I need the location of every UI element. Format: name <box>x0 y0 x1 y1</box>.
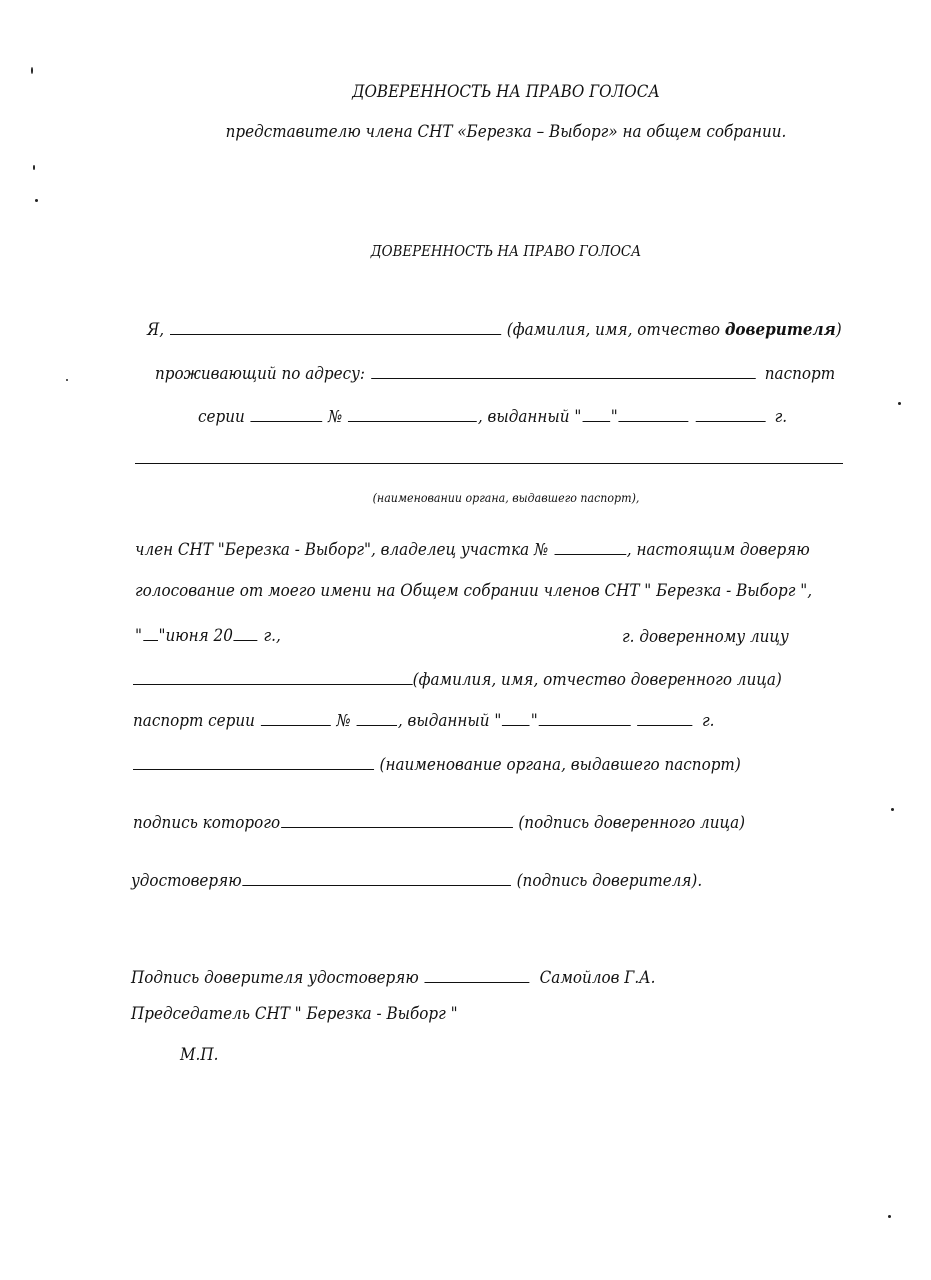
issuer-hint: (наименовании органа, выдавшего паспорт), <box>372 491 640 505</box>
passport-issued-label: , выданный " <box>477 407 582 426</box>
passport-label: паспорт <box>764 364 836 383</box>
passport-number-label: № <box>328 407 343 426</box>
seal-text: М.П. <box>180 1045 219 1064</box>
proxy-signature-line <box>133 811 745 833</box>
proxy-passport-year-label: г. <box>702 711 715 730</box>
scan-speck <box>891 808 894 811</box>
passport-year-label: г. <box>774 407 788 426</box>
proxy-passport-series-label: паспорт серии <box>133 711 255 730</box>
member-text-end: , настоящим доверяю <box>626 540 810 559</box>
proxy-signature-label: подпись которого <box>133 813 281 832</box>
proxy-passport-quote: " <box>530 711 538 730</box>
principal-prefix: Я, <box>147 320 165 339</box>
member-line <box>135 538 810 560</box>
proxy-name-hint: (фамилия, имя, отчество доверенного лица) <box>412 670 782 689</box>
principal-hint-bold: доверителя <box>724 320 836 339</box>
passport-day-field[interactable] <box>582 405 610 422</box>
proxy-issuer-field[interactable] <box>133 753 374 770</box>
passport-quote: " <box>610 407 618 426</box>
proxy-passport-number-label: № <box>336 711 351 730</box>
scan-speck <box>31 67 33 74</box>
date-month: "июня 20 <box>158 626 233 645</box>
address-line <box>155 362 835 384</box>
proxy-signature-field[interactable] <box>281 811 513 828</box>
proxy-passport-series-field[interactable] <box>261 709 331 726</box>
proxy-issuer-hint: (наименование органа, выдавшего паспорт) <box>379 755 741 774</box>
principal-signature-line <box>131 869 702 891</box>
principal-signature-hint: (подпись доверителя). <box>516 871 703 890</box>
principal-name-field[interactable] <box>170 318 501 335</box>
passport-number-field[interactable] <box>348 405 477 422</box>
date-year-field[interactable] <box>234 624 258 641</box>
header-subtitle: представителю члена СНТ «Березка – Выборг» на общем собрании. <box>225 122 787 141</box>
plot-number-field[interactable] <box>554 538 626 555</box>
issuer-field[interactable] <box>135 463 843 464</box>
voting-text: голосование от моего имени на Общем собрании членов СНТ " Березка - Выборг ", <box>135 581 813 600</box>
certification-line <box>131 966 656 988</box>
proxy-issuer-line <box>133 753 741 775</box>
passport-series-field[interactable] <box>251 405 323 422</box>
principal-hint-start: (фамилия, имя, отчество <box>506 320 725 339</box>
passport-year-field[interactable] <box>695 405 765 422</box>
principal-hint-end: ) <box>835 320 842 339</box>
member-text-start: член СНТ "Березка - Выборг", владелец участка № <box>135 540 549 559</box>
proxy-passport-number-field[interactable] <box>356 709 396 726</box>
proxy-name-field[interactable] <box>133 668 413 685</box>
address-field[interactable] <box>371 362 756 379</box>
header-title: ДОВЕРЕННОСТЬ НА ПРАВО ГОЛОСА <box>352 82 660 101</box>
scan-speck <box>35 199 38 202</box>
scan-speck <box>33 165 35 170</box>
principal-line <box>147 318 842 340</box>
proxy-signature-hint: (подпись доверенного лица) <box>518 813 746 832</box>
certification-signature-field[interactable] <box>424 966 529 983</box>
principal-signature-field[interactable] <box>242 869 511 886</box>
proxy-passport-month-field[interactable] <box>539 709 631 726</box>
proxy-passport-year-field[interactable] <box>637 709 692 726</box>
proxy-name-line <box>133 668 782 690</box>
proxy-passport-issued-label: , выданный " <box>397 711 502 730</box>
proxy-passport-line <box>133 709 715 731</box>
certification-label: Подпись доверителя удостоверяю <box>131 968 419 987</box>
date-line <box>135 624 281 646</box>
passport-series-label: серии <box>198 407 245 426</box>
scan-speck <box>898 402 901 405</box>
certification-name: Самойлов Г.А. <box>539 968 656 987</box>
address-label: проживающий по адресу: <box>155 364 366 383</box>
form-title: ДОВЕРЕННОСТЬ НА ПРАВО ГОЛОСА <box>370 244 642 260</box>
scan-speck <box>66 379 68 381</box>
scan-speck <box>888 1215 891 1218</box>
proxy-passport-day-field[interactable] <box>502 709 530 726</box>
date-day-field[interactable] <box>143 624 158 641</box>
passport-line <box>198 405 787 427</box>
passport-month-field[interactable] <box>619 405 689 422</box>
proxy-label: г. доверенному лицу <box>622 627 789 646</box>
chairman-text: Председатель СНТ " Березка - Выборг " <box>131 1004 458 1023</box>
date-year-suffix: г., <box>258 626 281 645</box>
principal-signature-label: удостоверяю <box>131 871 242 890</box>
date-open-quote: " <box>135 626 142 645</box>
